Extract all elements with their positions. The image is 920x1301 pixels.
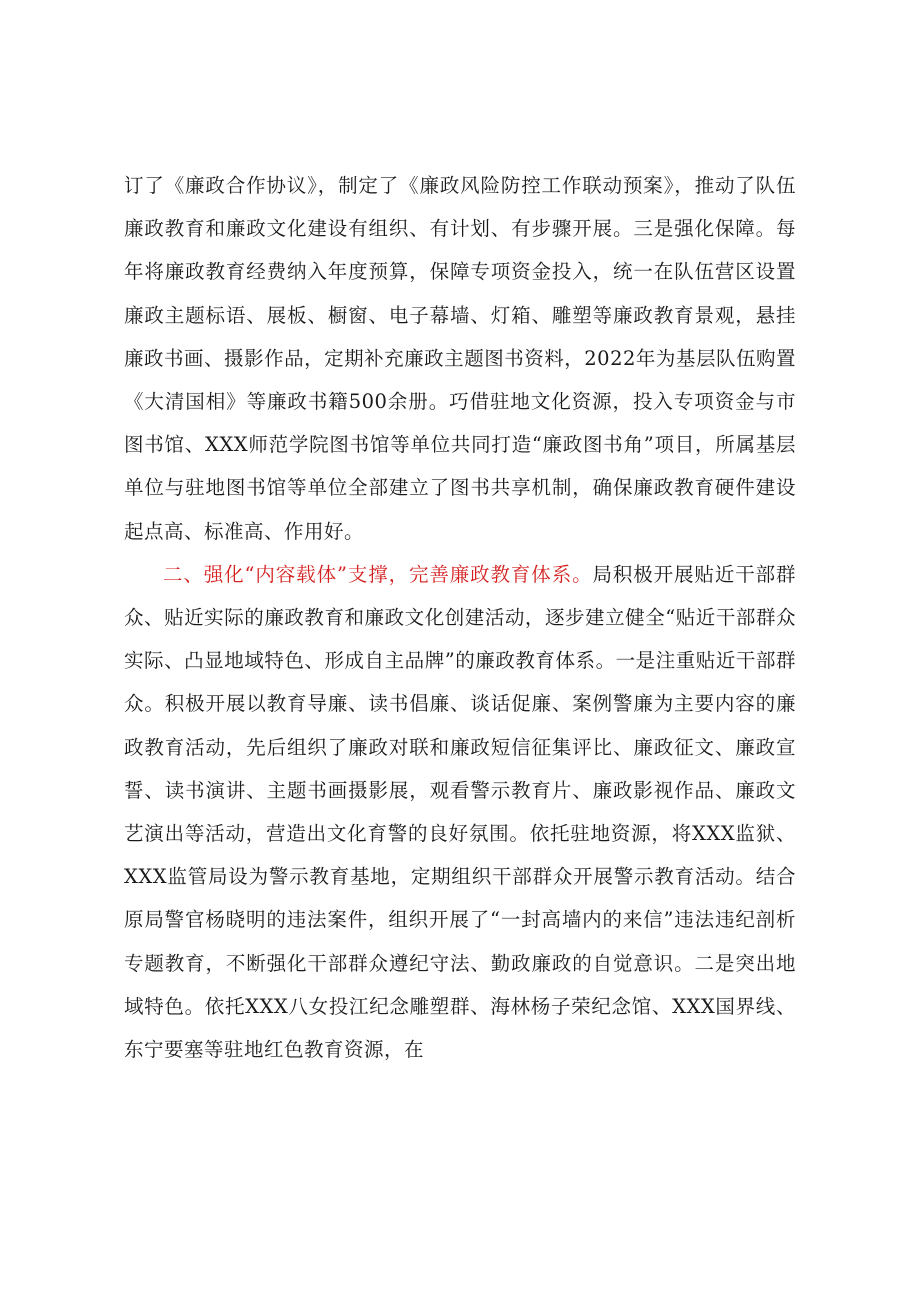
section-heading: 二、强化“内容载体”支撑，完善廉政教育体系。 [163,562,593,586]
paragraph-2-body: 局积极开展贴近干部群众、贴近实际的廉政教育和廉政文化创建活动，逐步建立健全“贴近干部群众实际、凸显地域特色、形成自主品牌”的廉政教育体系。一是注重贴近干部群众。积极开展以教育导廉、读书倡廉、谈话促廉、案例警廉为主要内容的廉政教育活动，先后组织了廉政对联和廉政短信征集评比、廉政征文、廉政宣誓、读书演讲、主题书画摄影展，观看警示教育片、廉政影视作品、廉政文艺演出等活动，营造出文化育警的良好氛围。依托驻地资源，将XXX监狱、XXX监管局设为警示教育基地，定期组织干部群众开展警示教育活动。结合原局警官杨晓明的违法案件，组织开展了“一封高墙内的来信”违法违纪剖析专题教育，不断强化干部群众遵纪守法、勤政廉政的自觉意识。二是突出地域特色。依托XXX八女投江纪念雕塑群、海林杨子荣纪念馆、XXX国界线、东宁要塞等驻地红色教育资源，在 [124,562,796,1062]
paragraph-2 [124,553,796,1071]
paragraph-1: 订了《廉政合作协议》，制定了《廉政风险防控工作联动预案》，推动了队伍廉政教育和廉政文化建设有组织、有计划、有步骤开展。三是强化保障。每年将廉政教育经费纳入年度预算，保障专项资金投入，统一在队伍营区设置廉政主题标语、展板、橱窗、电子幕墙、灯箱、雕塑等廉政教育景观，悬挂廉政书画、摄影作品，定期补充廉政主题图书资料，2022年为基层队伍购置《大清国相》等廉政书籍500余册。巧借驻地文化资源，投入专项资金与市图书馆、XXX师范学院图书馆等单位共同打造“廉政图书角”项目，所属基层单位与驻地图书馆等单位全部建立了图书共享机制，确保廉政教育硬件建设起点高、标准高、作用好。 [124,174,796,543]
document-body [124,164,796,1071]
